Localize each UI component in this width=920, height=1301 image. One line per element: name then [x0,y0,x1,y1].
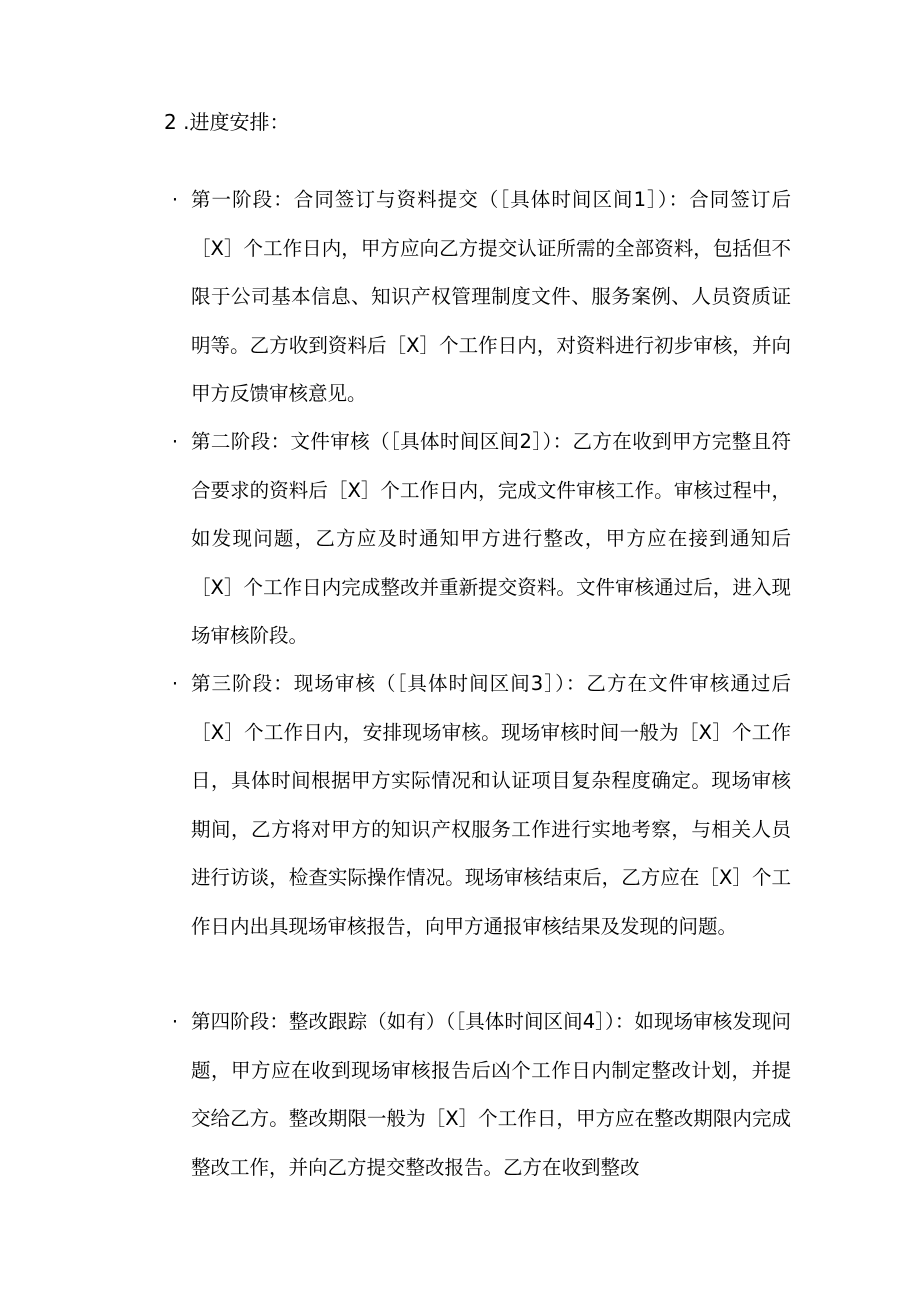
stage-2-paragraph [171,418,791,661]
bullet-icon: · [171,188,179,211]
stage-2-text: 第二阶段：文件审核（［具体时间区间2］）：乙方在收到甲方完整且符合要求的资料后［X］个工作日内，完成文件审核工作。审核过程中，如发现问题，乙方应及时通知甲方进行整改，甲方应在接到通知后［X］个工作日内完成整改并重新提交资料。文件审核通过后，进入现场审核阶段。 [191,430,791,647]
stage-3-text: 第三阶段：现场审核（［具体时间区间3］）：乙方在文件审核通过后［X］个工作日内，安排现场审核。现场审核时间一般为［X］个工作日，具体时间根据甲方实际情况和认证项目复杂程度确定。现场审核期间，乙方将对甲方的知识产权服务工作进行实地考察，与相关人员进行访谈，检查实际操作情况。现场审核结束后，乙方应在［X］个工作日内出具现场审核报告，向甲方通报审核结果及发现的问题。 [191,672,791,938]
stage-4-text: 第四阶段：整改跟踪（如有）（［具体时间区间4］）：如现场审核发现问题，甲方应在收到现场审核报告后凶个工作日内制定整改计划，并提交给乙方。整改期限一般为［X］个工作日，甲方应在整改期限内完成整改工作，并向乙方提交整改报告。乙方在收到整改 [191,1010,791,1179]
stage-1-text: 第一阶段：合同签订与资料提交（［具体时间区间1］）：合同签订后［X］个工作日内，甲方应向乙方提交认证所需的全部资料，包括但不限于公司基本信息、知识产权管理制度文件、服务案例、人员资质证明等。乙方收到资料后［X］个工作日内，对资料进行初步审核，并向甲方反馈审核意见。 [191,188,791,405]
bullet-icon: · [171,672,179,695]
stage-4-paragraph [171,998,791,1192]
stage-3-paragraph [171,660,791,951]
section-heading: 2 .进度安排： [164,110,290,134]
stage-1-paragraph [171,176,791,419]
bullet-icon: · [171,1010,179,1033]
bullet-icon: · [171,430,179,453]
